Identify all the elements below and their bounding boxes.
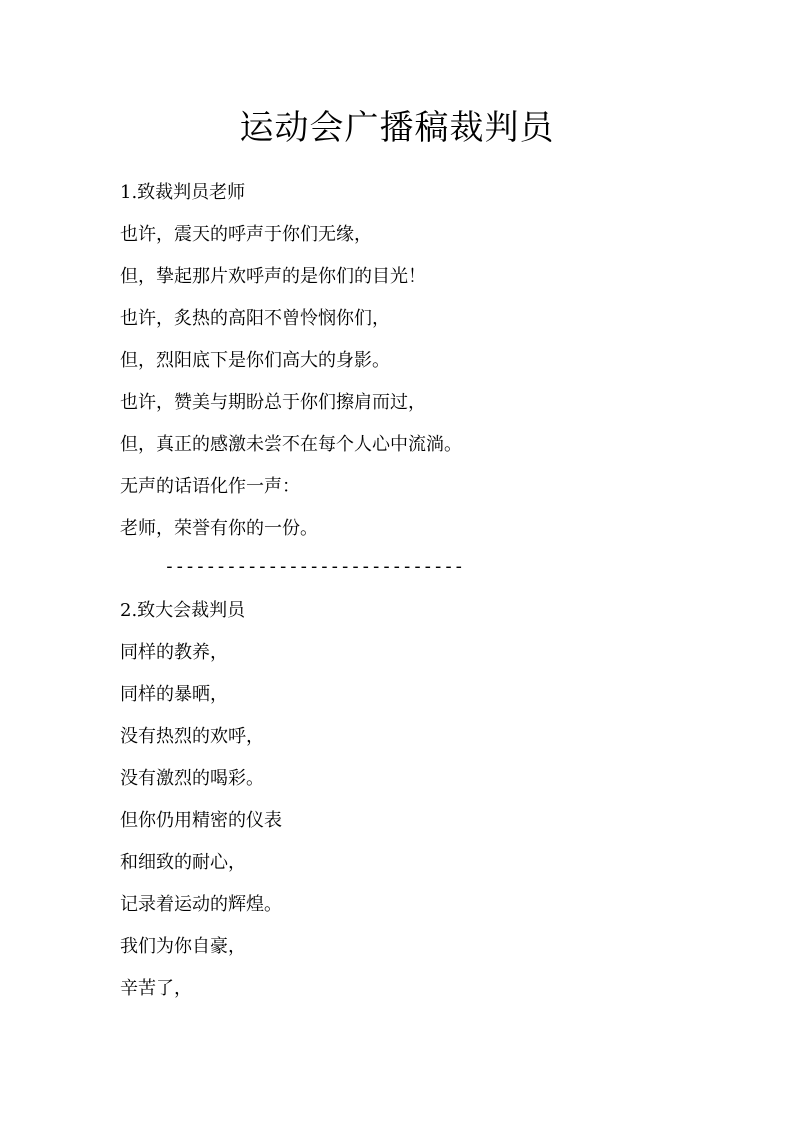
section-heading: 1.致裁判员老师: [120, 182, 246, 203]
text-line: 老师，荣誉有你的一份。: [120, 518, 318, 539]
text-line: 辛苦了，: [120, 978, 192, 999]
text-line: 和细致的耐心，: [120, 852, 246, 873]
text-line: 但你仍用精密的仪表: [120, 810, 282, 831]
document-title: 运动会广播稿裁判员: [239, 108, 555, 148]
text-line: 没有热烈的欢呼，: [120, 726, 264, 747]
text-line: 也许，赞美与期盼总于你们擦肩而过，: [120, 392, 426, 413]
text-line: 但，烈阳底下是你们高大的身影。: [120, 350, 390, 371]
text-line: 也许，震天的呼声于你们无缘，: [120, 224, 372, 245]
section-heading: 2.致大会裁判员: [120, 600, 246, 621]
text-line: 同样的教养，: [120, 642, 228, 663]
text-line: 无声的话语化作一声：: [120, 476, 300, 497]
text-line: 没有激烈的喝彩。: [120, 768, 264, 789]
text-line: 但，挚起那片欢呼声的是你们的目光！: [120, 266, 426, 287]
text-line: 记录着运动的辉煌。: [120, 894, 282, 915]
text-line: 同样的暴晒，: [120, 684, 228, 705]
section-divider: -----------------------------: [164, 556, 464, 577]
text-line: 我们为你自豪，: [120, 936, 246, 957]
text-line: 也许，炙热的高阳不曾怜悯你们，: [120, 308, 390, 329]
text-line: 但，真正的感激未尝不在每个人心中流淌。: [120, 434, 462, 455]
